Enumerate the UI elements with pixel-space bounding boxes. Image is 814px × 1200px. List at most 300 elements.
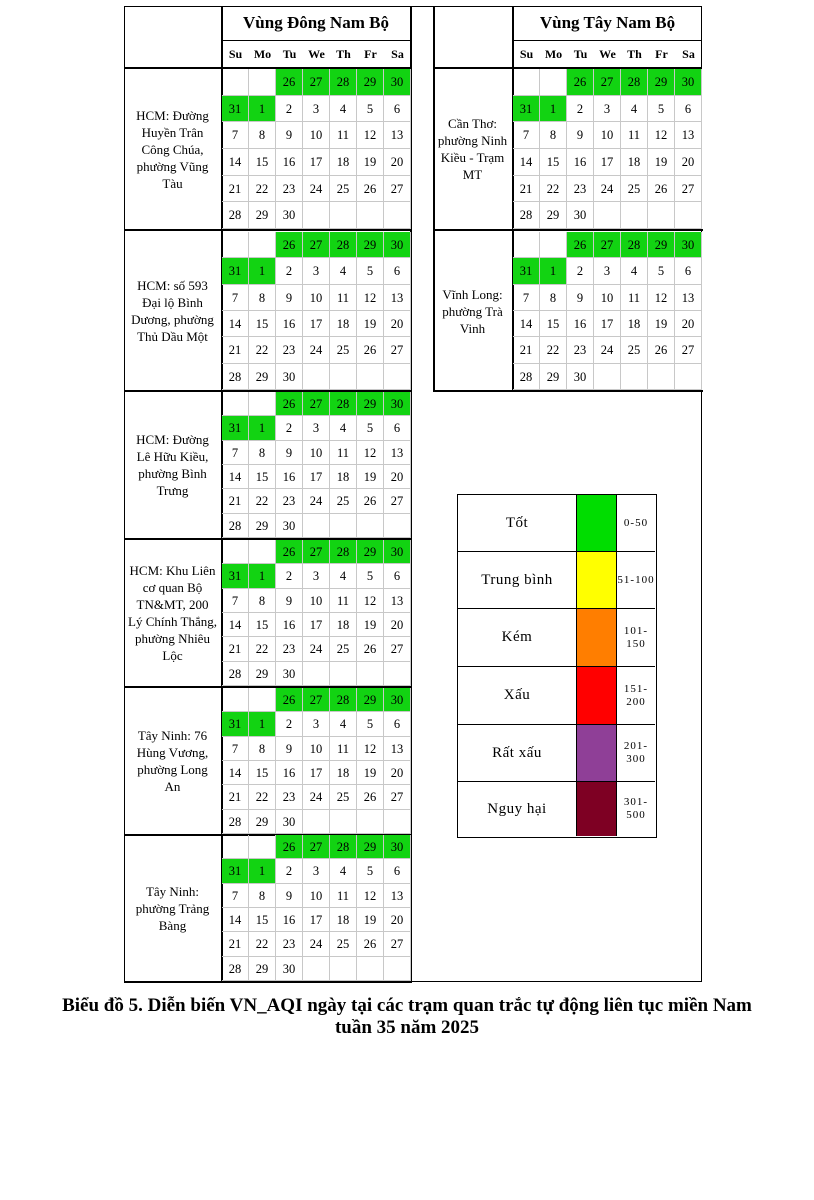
- calendar-day-cell: 25: [330, 932, 357, 956]
- calendar-day-cell: 17: [303, 613, 330, 637]
- legend-color-swatch: [576, 609, 617, 666]
- calendar-day-cell: [222, 232, 249, 258]
- calendar-day-cell: 27: [384, 176, 411, 203]
- calendar-day-cell: 26: [276, 232, 303, 258]
- legend-range: 201-​300: [623, 740, 649, 765]
- calendar-day-cell: 10: [303, 122, 330, 149]
- calendar-day-cell: 25: [621, 176, 648, 203]
- calendar-day-cell: 30: [384, 688, 411, 712]
- calendar-day-cell: 26: [357, 637, 384, 661]
- legend-range: 151-​200: [623, 682, 649, 708]
- calendar-day-cell: 25: [330, 176, 357, 203]
- calendar-day-cell: 11: [330, 884, 357, 908]
- calendar-day-cell: 14: [513, 149, 540, 176]
- legend-label: Trung bình: [481, 571, 553, 588]
- calendar-day-cell: 4: [330, 859, 357, 883]
- calendar-day-cell: 7: [222, 441, 249, 465]
- calendar-day-cell: 7: [222, 737, 249, 761]
- calendar-day-cell: 25: [330, 785, 357, 809]
- calendar-day-cell: 17: [303, 311, 330, 337]
- calendar-day-cell: 27: [384, 785, 411, 809]
- legend-label: Xấu: [503, 687, 531, 703]
- calendar-day-cell: 26: [357, 489, 384, 513]
- calendar-day-cell: 29: [357, 835, 384, 859]
- calendar-day-cell: [384, 202, 411, 229]
- legend-range: 301-​500: [623, 796, 649, 821]
- calendar-day-cell: 29: [249, 810, 276, 834]
- calendar-day-cell: 21: [513, 337, 540, 363]
- calendar-day-cell: 1: [249, 416, 276, 440]
- calendar-day-cell: 4: [330, 416, 357, 440]
- calendar-day-cell: [357, 810, 384, 834]
- calendar-day-cell: [330, 810, 357, 834]
- calendar-day-cell: 14: [222, 613, 249, 637]
- calendar-day-cell: 27: [303, 835, 330, 859]
- calendar-day-cell: 9: [276, 441, 303, 465]
- calendar-day-cell: 20: [675, 149, 702, 176]
- calendar-day-cell: 1: [249, 258, 276, 284]
- calendar-day-cell: [330, 957, 357, 981]
- calendar-day-cell: 23: [276, 489, 303, 513]
- calendar-day-cell: [357, 957, 384, 981]
- calendar-day-cell: 3: [303, 96, 330, 123]
- calendar-day-cell: 15: [249, 465, 276, 489]
- calendar-day-cell: 27: [303, 540, 330, 564]
- calendar-day-cell: 25: [330, 637, 357, 661]
- calendar-day-cell: 26: [648, 176, 675, 203]
- caption-line-2: tuần 35 năm 2025: [334, 1017, 480, 1038]
- station-label: Cần Thơ: phường Ninh Kiều - Trạm MT: [437, 116, 508, 182]
- calendar-day-cell: 11: [330, 441, 357, 465]
- calendar-day-cell: 26: [357, 932, 384, 956]
- calendar-day-cell: 21: [513, 176, 540, 203]
- calendar-day-cell: [330, 364, 357, 390]
- figure-caption: [0, 995, 814, 1039]
- calendar-day-cell: 17: [303, 908, 330, 932]
- calendar-day-cell: 21: [222, 637, 249, 661]
- calendar-day-cell: 24: [303, 176, 330, 203]
- calendar-day-cell: 28: [222, 957, 249, 981]
- calendar-day-cell: 15: [249, 149, 276, 176]
- calendar-day-cell: 6: [384, 416, 411, 440]
- calendar-day-cell: 2: [276, 416, 303, 440]
- caption-line-1: Biểu đồ 5. Diễn biến VN_AQI ngày tại các trạm quan trắc tự động liên tục miền Nam: [62, 995, 752, 1016]
- calendar-day-cell: 28: [621, 69, 648, 96]
- calendar-day-cell: 29: [357, 540, 384, 564]
- calendar-day-cell: 26: [357, 337, 384, 363]
- calendar-day-cell: [303, 662, 330, 686]
- legend-row: [458, 609, 655, 667]
- calendar-day-cell: 8: [249, 285, 276, 311]
- calendar-day-cell: 6: [384, 712, 411, 736]
- calendar-day-cell: 14: [222, 149, 249, 176]
- calendar-day-cell: [621, 364, 648, 390]
- station-label: Tây Ninh: 76 Hùng Vương, phường Long An: [136, 728, 209, 794]
- calendar-day-cell: 26: [567, 232, 594, 258]
- calendar-day-cell: 30: [276, 364, 303, 390]
- calendar-day-cell: [330, 514, 357, 538]
- aqi-legend: [457, 494, 657, 838]
- calendar-day-cell: 8: [249, 884, 276, 908]
- calendar-day-cell: 11: [330, 285, 357, 311]
- calendar-day-cell: 19: [357, 908, 384, 932]
- calendar-day-cell: [357, 364, 384, 390]
- legend-color-swatch: [576, 725, 617, 781]
- calendar-day-cell: [222, 69, 249, 96]
- calendar-day-cell: [384, 514, 411, 538]
- calendar-day-cell: 27: [594, 232, 621, 258]
- calendar-day-cell: 27: [303, 232, 330, 258]
- calendar-day-cell: 3: [594, 258, 621, 284]
- calendar-day-cell: 21: [222, 176, 249, 203]
- calendar-day-cell: 12: [357, 884, 384, 908]
- calendar-day-cell: 28: [222, 202, 249, 229]
- calendar-day-cell: 18: [621, 149, 648, 176]
- calendar-day-cell: 30: [276, 957, 303, 981]
- legend-row: [458, 782, 655, 836]
- calendar-day-cell: 9: [276, 884, 303, 908]
- calendar-day-cell: 29: [357, 688, 384, 712]
- calendar-day-cell: 21: [222, 785, 249, 809]
- calendar-day-cell: 30: [567, 364, 594, 390]
- calendar-day-cell: 20: [675, 311, 702, 337]
- calendar-day-cell: 15: [249, 311, 276, 337]
- calendar-day-cell: 17: [594, 311, 621, 337]
- calendar-day-cell: 9: [567, 285, 594, 311]
- calendar-day-cell: 30: [276, 662, 303, 686]
- calendar-day-cell: 26: [276, 392, 303, 416]
- calendar-day-cell: 22: [249, 176, 276, 203]
- calendar-day-cell: 27: [384, 637, 411, 661]
- calendar-day-cell: 25: [621, 337, 648, 363]
- calendar-day-cell: 12: [648, 285, 675, 311]
- day-header-sa: Sa: [391, 47, 404, 61]
- calendar-day-cell: 18: [330, 908, 357, 932]
- calendar-day-cell: 7: [222, 884, 249, 908]
- calendar-day-cell: 28: [222, 364, 249, 390]
- calendar-day-cell: 5: [648, 258, 675, 284]
- calendar-day-cell: 7: [222, 122, 249, 149]
- day-header-tu: Tu: [282, 47, 297, 61]
- calendar-day-cell: 10: [594, 122, 621, 149]
- calendar-day-cell: 19: [357, 465, 384, 489]
- calendar-day-cell: 28: [330, 540, 357, 564]
- calendar-day-cell: 21: [222, 932, 249, 956]
- calendar-day-cell: 9: [567, 122, 594, 149]
- calendar-day-cell: 22: [249, 932, 276, 956]
- calendar-day-cell: 28: [222, 514, 249, 538]
- calendar-day-cell: 4: [330, 564, 357, 588]
- calendar-day-cell: 18: [330, 761, 357, 785]
- calendar-day-cell: 9: [276, 589, 303, 613]
- calendar-day-cell: 20: [384, 613, 411, 637]
- calendar-day-cell: 13: [384, 589, 411, 613]
- calendar-day-cell: 19: [648, 149, 675, 176]
- calendar-day-cell: 29: [648, 69, 675, 96]
- calendar-day-cell: 1: [249, 96, 276, 123]
- calendar-day-cell: 3: [594, 96, 621, 123]
- calendar-day-cell: 26: [357, 785, 384, 809]
- region-title-dong-nam-bo: Vùng Đông Nam Bộ: [243, 13, 389, 32]
- calendar-day-cell: 10: [303, 589, 330, 613]
- calendar-day-cell: [675, 364, 702, 390]
- calendar-day-cell: 22: [540, 176, 567, 203]
- calendar-day-cell: 17: [594, 149, 621, 176]
- calendar-day-cell: 24: [303, 785, 330, 809]
- calendar-day-cell: 2: [276, 96, 303, 123]
- calendar-day-cell: 30: [384, 392, 411, 416]
- calendar-day-cell: 6: [384, 258, 411, 284]
- legend-color-swatch: [576, 667, 617, 724]
- calendar-day-cell: 11: [330, 737, 357, 761]
- calendar-day-cell: 28: [330, 69, 357, 96]
- calendar-day-cell: 29: [357, 69, 384, 96]
- calendar-day-cell: 28: [222, 662, 249, 686]
- day-header-fr: Fr: [655, 47, 668, 61]
- day-header-su: Su: [519, 47, 534, 61]
- calendar-day-cell: 8: [249, 737, 276, 761]
- calendar-day-cell: 11: [330, 122, 357, 149]
- calendar-day-cell: 26: [276, 69, 303, 96]
- calendar-day-cell: 13: [675, 285, 702, 311]
- calendar-day-cell: 5: [357, 564, 384, 588]
- calendar-day-cell: [249, 688, 276, 712]
- calendar-day-cell: [540, 232, 567, 258]
- calendar-day-cell: 13: [675, 122, 702, 149]
- calendar-day-cell: 31: [222, 416, 249, 440]
- calendar-day-cell: [222, 392, 249, 416]
- calendar-day-cell: 1: [249, 564, 276, 588]
- calendar-day-cell: 31: [222, 258, 249, 284]
- calendar-day-cell: 13: [384, 285, 411, 311]
- calendar-day-cell: 23: [276, 932, 303, 956]
- calendar-day-cell: 19: [357, 311, 384, 337]
- calendar-day-cell: 16: [567, 149, 594, 176]
- calendar-day-cell: [249, 232, 276, 258]
- calendar-day-cell: [384, 810, 411, 834]
- calendar-day-cell: 12: [357, 737, 384, 761]
- calendar-day-cell: 29: [249, 514, 276, 538]
- calendar-day-cell: 27: [384, 932, 411, 956]
- calendar-day-cell: 31: [513, 258, 540, 284]
- calendar-day-cell: [222, 688, 249, 712]
- calendar-day-cell: 24: [303, 489, 330, 513]
- calendar-day-cell: 19: [648, 311, 675, 337]
- calendar-day-cell: [330, 202, 357, 229]
- calendar-day-cell: 29: [249, 957, 276, 981]
- calendar-day-cell: 10: [303, 441, 330, 465]
- calendar-day-cell: 3: [303, 859, 330, 883]
- calendar-day-cell: 28: [330, 835, 357, 859]
- day-header-tu: Tu: [573, 47, 588, 61]
- calendar-day-cell: 24: [594, 176, 621, 203]
- calendar-day-cell: 19: [357, 149, 384, 176]
- calendar-day-cell: 30: [675, 69, 702, 96]
- calendar-day-cell: 26: [276, 688, 303, 712]
- calendar-day-cell: 10: [594, 285, 621, 311]
- calendar-day-cell: 16: [276, 311, 303, 337]
- calendar-day-cell: 1: [540, 96, 567, 123]
- calendar-day-cell: [303, 364, 330, 390]
- calendar-day-cell: 31: [222, 859, 249, 883]
- calendar-day-cell: 27: [594, 69, 621, 96]
- calendar-day-cell: [513, 69, 540, 96]
- day-header-mo: Mo: [544, 47, 563, 61]
- calendar-day-cell: 25: [330, 489, 357, 513]
- calendar-day-cell: [357, 662, 384, 686]
- calendar-day-cell: 29: [540, 202, 567, 229]
- calendar-day-cell: 17: [303, 465, 330, 489]
- calendar-day-cell: 9: [276, 285, 303, 311]
- calendar-day-cell: 30: [276, 202, 303, 229]
- legend-range: 101-​150: [623, 624, 649, 650]
- calendar-day-cell: 29: [357, 232, 384, 258]
- calendar-day-cell: 16: [276, 465, 303, 489]
- calendar-day-cell: 12: [357, 122, 384, 149]
- calendar-day-cell: 4: [330, 258, 357, 284]
- calendar-day-cell: 2: [276, 859, 303, 883]
- calendar-day-cell: 30: [384, 835, 411, 859]
- calendar-day-cell: 16: [567, 311, 594, 337]
- calendar-day-cell: 19: [357, 761, 384, 785]
- legend-range: 0-50: [623, 516, 649, 529]
- calendar-day-cell: 27: [303, 69, 330, 96]
- station-label: HCM: Đường Huyền Trân Công Chúa, phường Vũng Tàu: [136, 107, 209, 191]
- calendar-day-cell: 4: [621, 258, 648, 284]
- calendar-day-cell: 28: [513, 364, 540, 390]
- calendar-day-cell: 22: [249, 785, 276, 809]
- calendar-day-cell: 30: [276, 810, 303, 834]
- region-title-tay-nam-bo: Vùng Tây Nam Bộ: [539, 13, 676, 32]
- calendar-day-cell: 22: [249, 637, 276, 661]
- day-header-fr: Fr: [364, 47, 377, 61]
- block-divider: [433, 390, 703, 392]
- calendar-day-cell: 1: [249, 859, 276, 883]
- calendar-day-cell: 29: [648, 232, 675, 258]
- day-header-mo: Mo: [253, 47, 272, 61]
- calendar-day-cell: 30: [276, 514, 303, 538]
- calendar-day-cell: 12: [357, 589, 384, 613]
- calendar-day-cell: 12: [357, 285, 384, 311]
- calendar-day-cell: 8: [540, 285, 567, 311]
- legend-row: [458, 725, 655, 782]
- calendar-day-cell: 30: [384, 232, 411, 258]
- calendar-day-cell: 15: [249, 908, 276, 932]
- calendar-day-cell: 2: [276, 712, 303, 736]
- calendar-day-cell: 26: [276, 835, 303, 859]
- calendar-day-cell: 9: [276, 122, 303, 149]
- calendar-day-cell: [648, 202, 675, 229]
- calendar-day-cell: [540, 69, 567, 96]
- block-divider: [124, 981, 412, 983]
- calendar-day-cell: [303, 810, 330, 834]
- calendar-day-cell: 28: [330, 392, 357, 416]
- calendar-day-cell: [384, 662, 411, 686]
- calendar-day-cell: 11: [330, 589, 357, 613]
- day-header-we: We: [599, 47, 616, 61]
- calendar-day-cell: [303, 957, 330, 981]
- calendar-day-cell: 6: [675, 258, 702, 284]
- calendar-day-cell: 18: [330, 465, 357, 489]
- calendar-day-cell: 26: [567, 69, 594, 96]
- calendar-day-cell: 6: [384, 859, 411, 883]
- calendar-day-cell: 18: [330, 613, 357, 637]
- calendar-day-cell: 5: [357, 416, 384, 440]
- calendar-day-cell: 13: [384, 122, 411, 149]
- calendar-day-cell: 28: [330, 232, 357, 258]
- calendar-day-cell: 20: [384, 761, 411, 785]
- calendar-day-cell: 2: [567, 258, 594, 284]
- calendar-day-cell: 24: [303, 932, 330, 956]
- legend-range: 51-​100: [617, 573, 655, 586]
- calendar-day-cell: 16: [276, 149, 303, 176]
- calendar-day-cell: 30: [384, 540, 411, 564]
- calendar-day-cell: 15: [249, 613, 276, 637]
- day-header-we: We: [308, 47, 325, 61]
- calendar-day-cell: 23: [276, 176, 303, 203]
- calendar-day-cell: 16: [276, 613, 303, 637]
- calendar-day-cell: [621, 202, 648, 229]
- calendar-day-cell: 7: [222, 589, 249, 613]
- calendar-day-cell: 18: [330, 311, 357, 337]
- legend-row: [458, 552, 655, 609]
- calendar-day-cell: 26: [357, 176, 384, 203]
- legend-label: Rất xấu: [492, 744, 542, 761]
- calendar-day-cell: [330, 662, 357, 686]
- calendar-day-cell: 23: [276, 637, 303, 661]
- calendar-day-cell: 15: [249, 761, 276, 785]
- calendar-day-cell: [249, 392, 276, 416]
- calendar-day-cell: 23: [276, 337, 303, 363]
- calendar-day-cell: 22: [249, 489, 276, 513]
- calendar-day-cell: 31: [222, 96, 249, 123]
- calendar-day-cell: 24: [303, 637, 330, 661]
- calendar-day-cell: 3: [303, 564, 330, 588]
- calendar-day-cell: 18: [621, 311, 648, 337]
- calendar-day-cell: 16: [276, 908, 303, 932]
- calendar-day-cell: 10: [303, 285, 330, 311]
- station-label: Vĩnh Long: phường Trà Vinh: [442, 286, 503, 336]
- calendar-day-cell: 14: [222, 908, 249, 932]
- calendar-day-cell: 3: [303, 712, 330, 736]
- calendar-day-cell: 6: [384, 564, 411, 588]
- day-header-th: Th: [627, 47, 642, 61]
- calendar-day-cell: 8: [540, 122, 567, 149]
- calendar-day-cell: 13: [384, 441, 411, 465]
- legend-color-swatch: [576, 782, 617, 836]
- calendar-day-cell: 20: [384, 908, 411, 932]
- legend-color-swatch: [576, 495, 617, 551]
- calendar-day-cell: [222, 540, 249, 564]
- legend-label: Kém: [501, 629, 533, 645]
- calendar-day-cell: 6: [675, 96, 702, 123]
- calendar-day-cell: 20: [384, 149, 411, 176]
- calendar-day-cell: 4: [330, 96, 357, 123]
- calendar-day-cell: [303, 202, 330, 229]
- legend-label: Tốt: [505, 514, 529, 531]
- calendar-day-cell: 8: [249, 441, 276, 465]
- calendar-day-cell: [249, 835, 276, 859]
- calendar-day-cell: 7: [513, 285, 540, 311]
- calendar-day-cell: 5: [357, 859, 384, 883]
- calendar-day-cell: [675, 202, 702, 229]
- calendar-day-cell: [648, 364, 675, 390]
- calendar-day-cell: 5: [357, 96, 384, 123]
- calendar-day-cell: 23: [567, 337, 594, 363]
- calendar-day-cell: 23: [276, 785, 303, 809]
- calendar-day-cell: 3: [303, 258, 330, 284]
- calendar-day-cell: 12: [648, 122, 675, 149]
